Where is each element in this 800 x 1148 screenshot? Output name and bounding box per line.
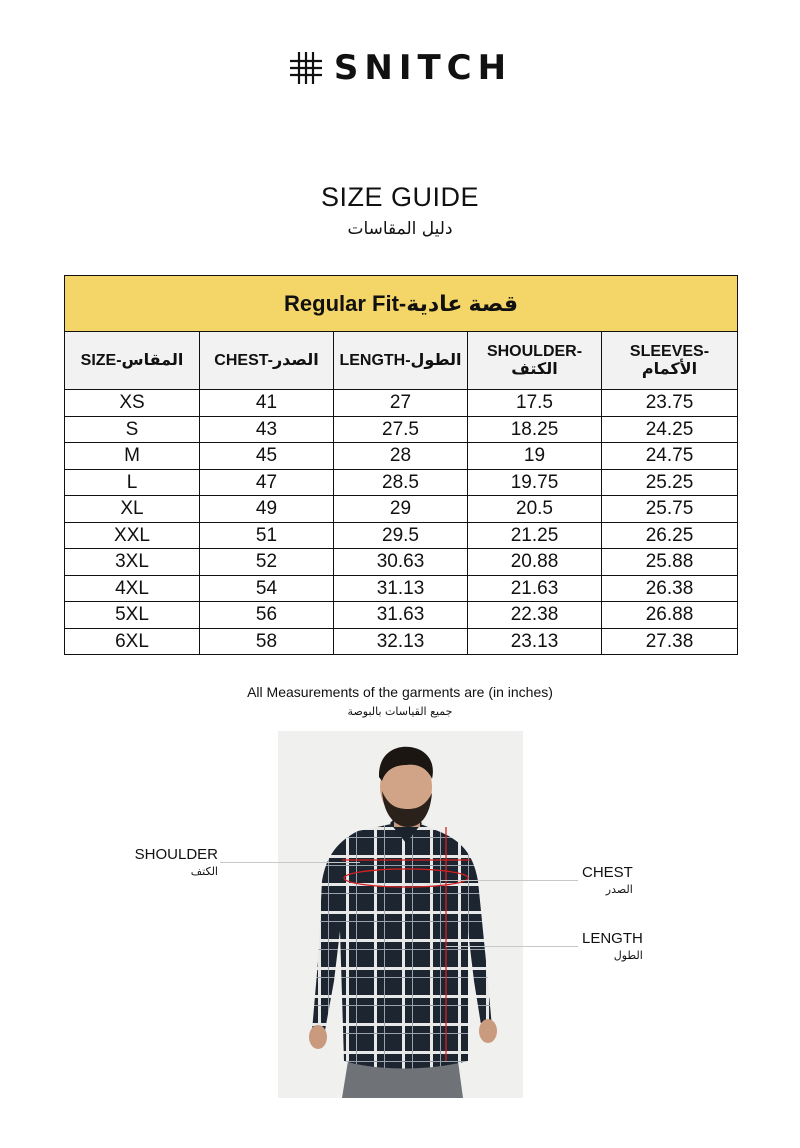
table-cell-chest: 51 [200, 522, 334, 549]
table-cell-size: M [65, 443, 200, 470]
table-row [65, 575, 738, 602]
shoulder-label-en: SHOULDER [134, 846, 218, 863]
table-cell-chest: 45 [200, 443, 334, 470]
model-illustration [278, 731, 523, 1098]
table-cell-size: XXL [65, 522, 200, 549]
table-cell-chest: 47 [200, 469, 334, 496]
table-cell-length: 30.63 [334, 549, 468, 576]
table-row [65, 628, 738, 655]
table-row [65, 549, 738, 576]
table-cell-chest: 56 [200, 602, 334, 629]
chest-leader-line [440, 880, 578, 881]
table-cell-sleeves: 26.38 [602, 575, 738, 602]
column-header-size [65, 332, 200, 390]
page-title: SIZE GUIDE [320, 182, 480, 212]
column-header-label-ar: الأكمام [641, 360, 698, 378]
table-row [65, 443, 738, 470]
table-cell-size: XL [65, 496, 200, 523]
table-cell-sleeves: 25.88 [602, 549, 738, 576]
table-cell-length: 31.13 [334, 575, 468, 602]
table-cell-chest: 49 [200, 496, 334, 523]
chest-label-en: CHEST [582, 864, 633, 881]
table-cell-sleeves: 25.25 [602, 469, 738, 496]
table-cell-size: 4XL [65, 575, 200, 602]
size-table-body [65, 390, 738, 655]
table-row [65, 416, 738, 443]
hash-grid-icon [288, 50, 324, 86]
length-label [582, 930, 643, 964]
column-header-label: CHEST-الصدر [214, 351, 319, 369]
table-cell-shoulder: 21.25 [468, 522, 602, 549]
table-cell-size: XS [65, 390, 200, 417]
table-cell-sleeves: 23.75 [602, 390, 738, 417]
table-cell-size: L [65, 469, 200, 496]
column-header-label: LENGTH-الطول [339, 351, 462, 369]
table-cell-length: 28 [334, 443, 468, 470]
table-row [65, 469, 738, 496]
size-table [64, 275, 738, 655]
table-cell-size: 6XL [65, 628, 200, 655]
table-cell-size: 3XL [65, 549, 200, 576]
brand-logo [0, 48, 800, 88]
table-row [65, 390, 738, 417]
table-row [65, 496, 738, 523]
table-cell-shoulder: 22.38 [468, 602, 602, 629]
shoulder-label [133, 846, 218, 880]
table-cell-length: 29 [334, 496, 468, 523]
column-header-label: SHOULDER- [486, 342, 583, 360]
table-cell-sleeves: 24.75 [602, 443, 738, 470]
column-header-chest [200, 332, 334, 390]
table-cell-chest: 41 [200, 390, 334, 417]
table-cell-shoulder: 19 [468, 443, 602, 470]
page-subtitle-arabic: دليل المقاسات [347, 219, 453, 239]
table-cell-length: 32.13 [334, 628, 468, 655]
table-cell-chest: 43 [200, 416, 334, 443]
table-cell-size: S [65, 416, 200, 443]
column-header-shoulder [468, 332, 602, 390]
table-cell-shoulder: 20.5 [468, 496, 602, 523]
table-cell-sleeves: 24.25 [602, 416, 738, 443]
column-header-row [65, 332, 738, 390]
table-cell-length: 27 [334, 390, 468, 417]
model-photo [278, 731, 523, 1098]
table-cell-sleeves: 25.75 [602, 496, 738, 523]
length-label-ar: الطول [613, 949, 643, 962]
table-cell-chest: 54 [200, 575, 334, 602]
measurement-note: All Measurements of the garments are (in inches) [247, 684, 553, 700]
table-cell-chest: 58 [200, 628, 334, 655]
fit-header-row [65, 276, 738, 332]
table-cell-sleeves: 27.38 [602, 628, 738, 655]
brand-name: SNITCH [333, 48, 513, 88]
table-cell-length: 27.5 [334, 416, 468, 443]
table-cell-shoulder: 20.88 [468, 549, 602, 576]
column-header-label: SLEEVES- [629, 342, 710, 360]
table-cell-sleeves: 26.88 [602, 602, 738, 629]
table-cell-shoulder: 17.5 [468, 390, 602, 417]
table-cell-chest: 52 [200, 549, 334, 576]
chest-label-ar: الصدر [605, 883, 633, 896]
column-header-sleeves [602, 332, 738, 390]
table-cell-length: 29.5 [334, 522, 468, 549]
length-leader-line [446, 946, 578, 947]
column-header-label-ar: الكتف [511, 360, 558, 378]
table-cell-length: 28.5 [334, 469, 468, 496]
column-header-length [334, 332, 468, 390]
fit-label: Regular Fit-قصة عادية [65, 276, 738, 332]
shoulder-label-ar: الكتف [190, 865, 218, 878]
measurement-note-arabic: جميع القياسات بالبوصة [347, 705, 453, 718]
table-cell-shoulder: 19.75 [468, 469, 602, 496]
table-cell-shoulder: 21.63 [468, 575, 602, 602]
table-cell-size: 5XL [65, 602, 200, 629]
column-header-label: SIZE-المقاس [80, 351, 184, 369]
shoulder-leader-line [220, 862, 360, 863]
table-row [65, 522, 738, 549]
table-cell-sleeves: 26.25 [602, 522, 738, 549]
table-cell-shoulder: 18.25 [468, 416, 602, 443]
length-label-en: LENGTH [582, 930, 643, 947]
chest-label [582, 864, 633, 898]
table-cell-length: 31.63 [334, 602, 468, 629]
table-row [65, 602, 738, 629]
table-cell-shoulder: 23.13 [468, 628, 602, 655]
